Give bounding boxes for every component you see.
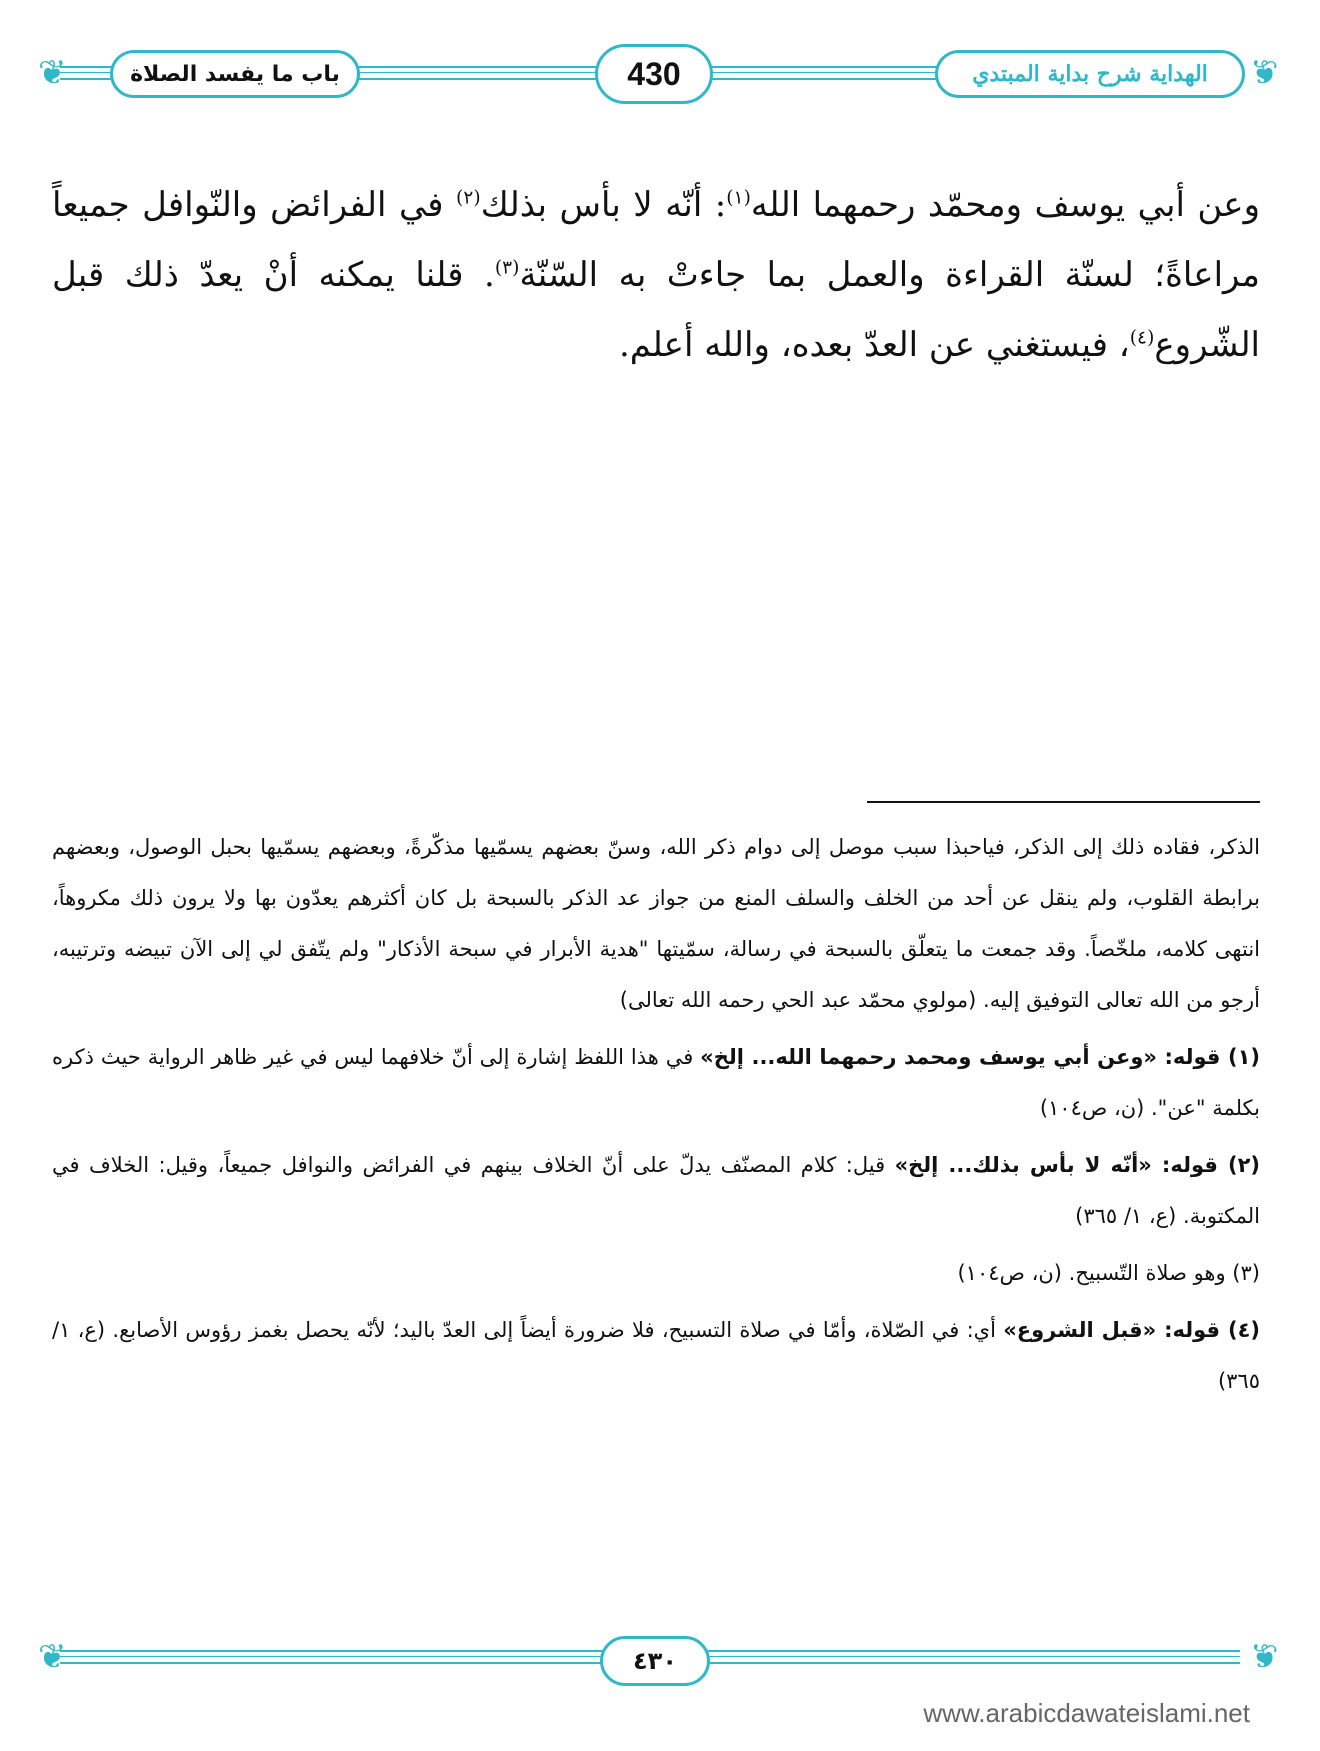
footnote-ref-1: (١) (726, 187, 751, 209)
footnote-separator (867, 801, 1260, 803)
book-title-box (935, 50, 1245, 98)
footnote-continuation: الذكر، فقاده ذلك إلى الذكر، فياحبذا سبب موصل إلى دوام ذكر الله، وسنّ بعضهم يسمّيها مذكّرةً، وبعضهم يسمّيها بحبل الوصول، وبعضهم برابطة القلوب، ولم ينقل عن أحد من الخلف والسلف المنع من جواز عد الذكر بالسبحة بل كان أكثرهم يعدّون بها ولا يرون ذلك مكروهاً، انتهى كلامه، ملخّصاً. وقد جمعت ما يتعلّق بالسبحة في رسالة، سمّيتها "هدية الأبرار في سبحة الأذكار" ولم يتّفق لي إلى الآن تبيضه وترتيبه، أرجو من الله تعالى التوفيق إليه. (مولوي محمّد عبد الحي رحمه الله تعالى) (52, 835, 1260, 1012)
chapter-title-box (110, 50, 360, 98)
footnote-ref-4: (٤) (1129, 327, 1155, 349)
page-number-box (595, 44, 713, 104)
footnote-ref-2: (٢) (456, 187, 481, 209)
left-ornament-icon: ❦ (38, 53, 67, 93)
footnote-4-lead: (٤) قوله: «قبل الشروع» (1003, 1318, 1260, 1342)
main-text (52, 170, 1260, 380)
footnote-2 (52, 1140, 1260, 1242)
footnote-2-text: قيل: كلام المصنّف يدلّ على أنّ الخلاف بينهم في الفرائض والنوافل جميعاً، وقيل: الخلاف في المكتوبة. (ع، ١/ ٣٦٥) (52, 1153, 1260, 1228)
footnote-1 (52, 1032, 1260, 1134)
main-text-part-5: ، فيستغني عن العدّ بعده، والله أعلم. (618, 325, 1130, 365)
footer-page-number-box (600, 1636, 710, 1686)
footnote-2-lead: (٢) قوله: «أنّه لا بأس بذلك... إلخ» (894, 1153, 1260, 1177)
website-watermark[interactable]: www.arabicdawateislami.net (923, 1698, 1250, 1728)
footer-page-number: ٤٣٠ (633, 1647, 677, 1675)
main-text-part-3: في الفرائض والنّوافل جميعاً مراعاةً؛ لسنّة القراءة والعمل بما جاءتْ به السّنّة (52, 185, 1260, 295)
main-text-part-2: : أنّه لا بأس بذلك (480, 185, 727, 225)
chapter-title: باب ما يفسد الصلاة (130, 61, 340, 87)
footnote-ref-3: (٣) (494, 257, 520, 279)
footnote-4-text: أي: في الصّلاة، وأمّا في صلاة التسبيح، فلا ضرورة أيضاً إلى العدّ باليد؛ لأنّه يحصل بغمز رؤوس الأصابع. (ع، ١/ ٣٦٥) (52, 1318, 1260, 1393)
footer-right-ornament-icon: ❦ (1250, 1637, 1279, 1677)
footer-left-ornament-icon: ❦ (38, 1637, 67, 1677)
footnote-1-lead: (١) قوله: «وعن أبي يوسف ومحمد رحمهما الله... إلخ» (700, 1045, 1261, 1069)
footnote-1-text: في هذا اللفظ إشارة إلى أنّ خلافهما ليس في غير ظاهر الرواية حيث ذكره بكلمة "عن". (ن، ص١٠٤) (52, 1045, 1260, 1120)
right-ornament-icon: ❦ (1250, 53, 1279, 93)
page-number: 430 (627, 55, 681, 92)
footnote-3 (52, 1248, 1260, 1299)
footnote-4 (52, 1305, 1260, 1407)
main-text-part-4: . قلنا يمكنه أنْ يعدّ ذلك قبل الشّروع (52, 255, 1260, 365)
book-title: الهداية شرح بداية المبتدي (972, 61, 1208, 87)
footnotes (52, 822, 1260, 1407)
main-text-part-1: وعن أبي يوسف ومحمّد رحمهما الله (750, 185, 1260, 225)
footnote-3-text: (٣) وهو صلاة التّسبيح. (ن، ص١٠٤) (957, 1261, 1260, 1285)
